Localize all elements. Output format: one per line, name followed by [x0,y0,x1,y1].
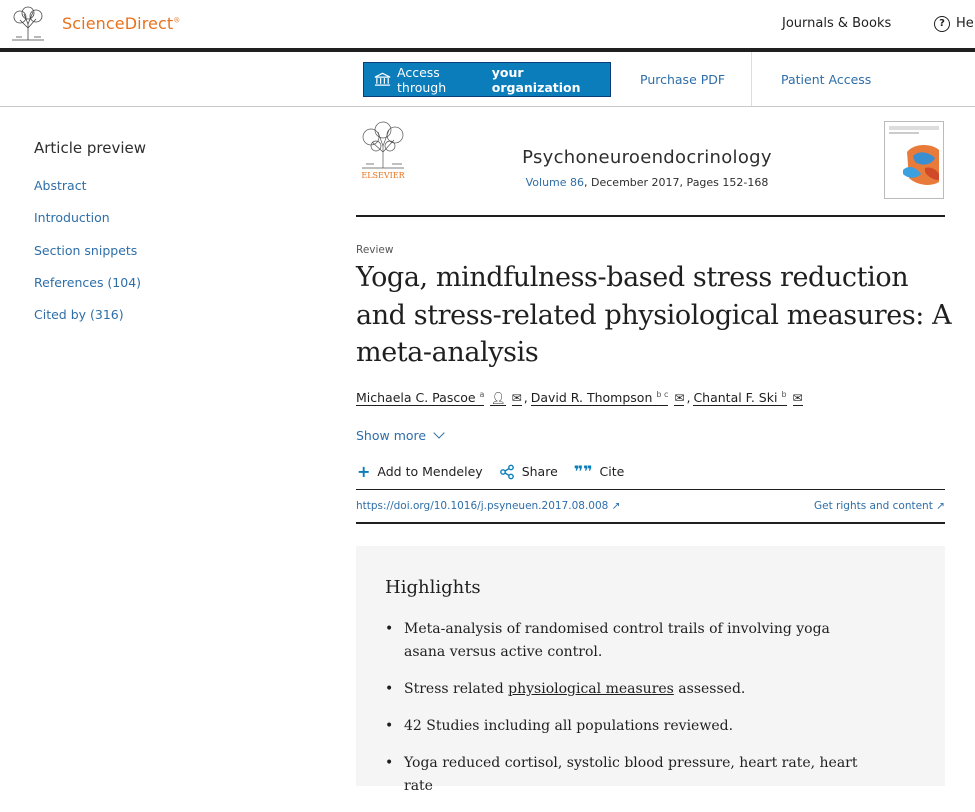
highlights-title: Highlights [385,577,481,598]
sidebar-item-abstract[interactable]: Abstract [34,178,87,193]
purchase-pdf-link[interactable]: Purchase PDF [640,72,726,87]
elsevier-logo-icon[interactable] [356,120,410,182]
rights-content-link[interactable]: Get rights and content ↗ [814,500,945,512]
email-icon[interactable]: ✉ [511,391,522,406]
access-prefix: Access through [397,64,447,95]
institution-icon [374,72,391,87]
sidebar-item-introduction[interactable]: Introduction [34,210,110,226]
help-link[interactable]: He [956,16,974,31]
journal-cover-thumbnail[interactable] [884,121,944,199]
top-header [0,0,975,48]
access-bold: your organization [491,64,581,95]
highlight-item: • Meta-analysis of randomised control trails of involving yoga asana versus active control. [385,618,865,664]
help-icon[interactable]: ? [934,16,950,32]
highlight-item: • Yoga reduced cortisol, systolic blood pressure, heart rate, heart rate [385,752,865,798]
sidebar-title: Article preview [34,139,147,157]
access-bar [0,52,975,107]
author-link[interactable]: Chantal F. Ski $^b$ [693,390,787,406]
elsevier-wordmark: ELSEVIER [361,171,405,180]
doi-divider-bottom [356,522,945,524]
highlights-list [385,618,865,812]
journal-divider [356,215,945,217]
access-through-organization-button[interactable] [363,62,611,97]
article-actions [357,462,640,481]
cite-button[interactable]: ❞❞ Cite [573,462,625,481]
author-list: Michaela C. Pascoe $^a$ 👤︎ ✉ , David R. Thompson $^{b c}$ ✉ , Chantal F. Ski $^b$ ✉ [356,390,803,406]
email-icon[interactable]: ✉ [792,391,803,406]
journals-books-link[interactable]: Journals & Books [782,16,892,31]
issue-details: , December 2017, Pages 152-168 [584,176,769,189]
show-more-button[interactable]: Show more [356,428,443,443]
highlight-item: • 42 Studies including all populations reviewed. [385,715,865,738]
sidebar-item-references[interactable]: References (104) [34,274,142,290]
quote-icon: ❞❞ [573,462,593,481]
doi-link[interactable]: https://doi.org/10.1016/j.psyneuen.2017.08.008 ↗ [356,500,621,512]
share-icon [499,464,515,480]
article-title: Yoga, mindfulness-based stress reduction and stress-related physiological measures: A meta-analysis [356,262,952,368]
cover-art-icon [885,122,943,198]
author-link[interactable]: David R. Thompson $^{b c}$ [530,390,669,406]
sidebar-item-section-snippets[interactable]: Section snippets [34,242,138,258]
physiological-measures-link[interactable]: physiological measures [508,681,674,697]
sidebar-nav [34,178,141,339]
highlight-item: • Stress related physiological measures assessed. [385,678,865,701]
share-button[interactable]: Share [499,464,558,480]
chevron-down-icon [433,427,444,438]
author-link[interactable]: Michaela C. Pascoe $^a$ [356,390,485,406]
sidebar-item-cited-by[interactable]: Cited by (316) [34,307,124,323]
journal-meta [464,176,830,189]
divider [751,52,752,106]
email-icon[interactable]: ✉ [674,391,685,406]
doi-divider-top [356,489,945,490]
plus-icon: + [357,462,371,481]
add-to-mendeley-button[interactable]: + Add to Mendeley [357,462,483,481]
elsevier-tree-logo-icon[interactable] [8,6,48,42]
patient-access-link[interactable]: Patient Access [781,72,872,87]
article-type: Review [356,244,394,256]
volume-link[interactable]: Volume 86 [525,176,585,189]
person-icon[interactable]: 👤︎ [490,391,506,406]
journal-name[interactable]: Psychoneuroendocrinology [522,147,772,168]
brand-name[interactable]: ScienceDirect® [62,14,181,33]
